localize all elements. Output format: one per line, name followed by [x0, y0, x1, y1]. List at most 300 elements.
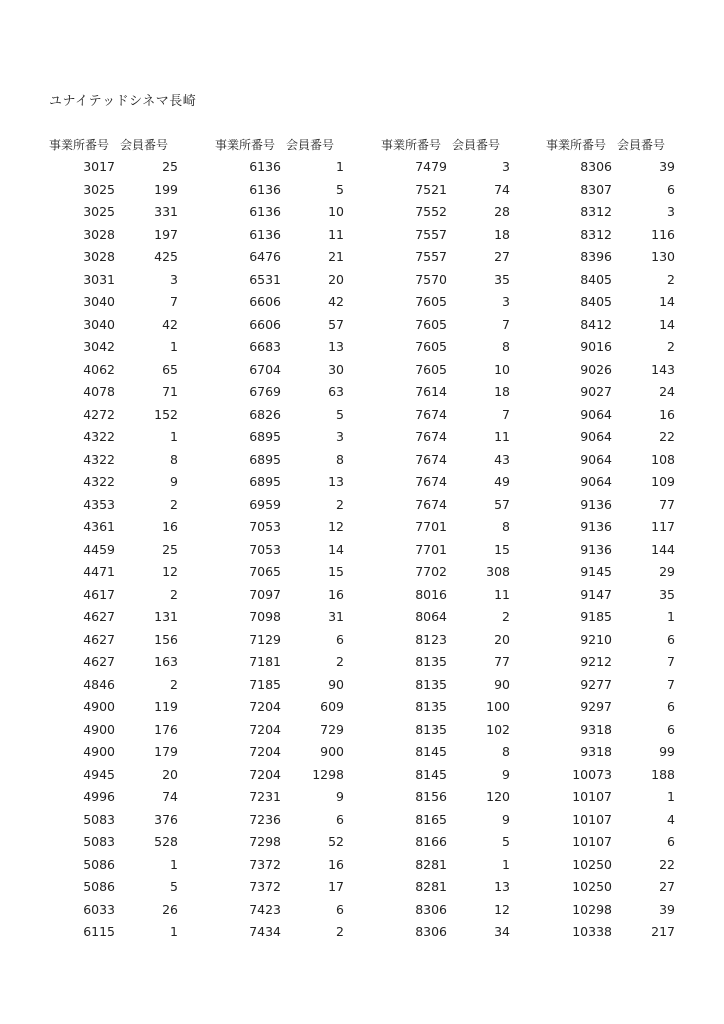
office-number-cell: 8307	[580, 181, 612, 197]
member-number-cell: 20	[328, 271, 344, 287]
table-row	[546, 449, 708, 472]
table-row	[49, 764, 211, 787]
member-number-cell: 109	[651, 474, 675, 489]
table-row	[215, 224, 377, 247]
office-number-cell: 7204	[249, 766, 281, 782]
member-number-cell: 16	[659, 406, 675, 422]
office-number-cell: 7065	[249, 564, 281, 579]
member-number-cell: 7	[170, 294, 178, 309]
table-row	[49, 854, 211, 877]
member-number-cell: 5	[336, 406, 344, 422]
member-number-cell: 74	[162, 789, 178, 804]
office-number-cell: 7298	[249, 834, 281, 849]
office-number-cell: 8306	[415, 924, 447, 939]
table-row	[381, 494, 543, 517]
table-row	[381, 156, 543, 179]
member-number-cell: 28	[494, 204, 510, 219]
table-row	[215, 606, 377, 629]
office-number-cell: 8306	[580, 159, 612, 174]
member-number-cell: 43	[494, 451, 510, 467]
office-number-cell: 8312	[580, 226, 612, 242]
column-group-1	[49, 134, 211, 944]
office-number-cell: 8405	[580, 294, 612, 309]
table-row	[215, 381, 377, 404]
office-number-header: 事業所番号	[546, 138, 607, 152]
table-row	[49, 651, 211, 674]
office-number-cell: 10250	[572, 879, 612, 894]
office-number-cell: 7181	[249, 654, 281, 669]
table-row	[215, 809, 377, 832]
table-row	[215, 584, 377, 607]
table-row	[381, 449, 543, 472]
member-number-cell: 3	[502, 159, 510, 174]
office-number-cell: 4272	[83, 406, 115, 422]
office-number-cell: 4945	[83, 766, 115, 782]
member-number-cell: 27	[494, 249, 510, 264]
member-number-cell: 10	[328, 204, 344, 219]
member-number-cell: 2	[336, 496, 344, 512]
office-number-cell: 9136	[580, 496, 612, 512]
office-number-cell: 9318	[580, 744, 612, 759]
member-number-cell: 18	[494, 226, 510, 242]
table-row	[546, 629, 708, 652]
member-number-cell: 16	[162, 519, 178, 534]
office-number-cell: 8145	[415, 766, 447, 782]
office-number-cell: 8135	[415, 721, 447, 737]
table-row	[215, 786, 377, 809]
table-row	[49, 561, 211, 584]
member-number-cell: 5	[502, 834, 510, 849]
office-number-cell: 4459	[83, 541, 115, 557]
member-number-cell: 90	[328, 676, 344, 692]
table-row	[381, 246, 543, 269]
member-number-cell: 99	[659, 744, 675, 759]
table-row	[546, 359, 708, 382]
member-number-cell: 376	[154, 811, 178, 827]
table-row	[546, 606, 708, 629]
table-row	[215, 876, 377, 899]
member-number-cell: 25	[162, 159, 178, 174]
table-row	[215, 291, 377, 314]
member-number-cell: 17	[328, 879, 344, 894]
member-number-cell: 42	[328, 294, 344, 309]
member-number-cell: 528	[154, 834, 178, 849]
table-row	[49, 696, 211, 719]
office-number-cell: 8281	[415, 856, 447, 872]
member-number-cell: 1	[170, 339, 178, 354]
office-number-cell: 6895	[249, 429, 281, 444]
member-number-cell: 119	[154, 699, 178, 714]
office-number-cell: 8165	[415, 811, 447, 827]
table-row	[215, 156, 377, 179]
member-number-cell: 90	[494, 676, 510, 692]
member-number-cell: 130	[651, 249, 675, 264]
table-row	[215, 741, 377, 764]
member-number-cell: 7	[667, 676, 675, 692]
member-number-cell: 15	[494, 541, 510, 557]
column-header	[546, 134, 708, 156]
office-number-cell: 6136	[249, 181, 281, 197]
office-number-cell: 4846	[83, 676, 115, 692]
table-row	[215, 831, 377, 854]
member-number-cell: 71	[162, 384, 178, 399]
office-number-cell: 10107	[572, 834, 612, 849]
office-number-cell: 7129	[249, 631, 281, 647]
table-row	[215, 269, 377, 292]
office-number-cell: 5086	[83, 856, 115, 872]
table-row	[215, 899, 377, 922]
member-number-cell: 152	[154, 406, 178, 422]
member-number-cell: 25	[162, 541, 178, 557]
table-row	[381, 674, 543, 697]
office-number-cell: 7479	[415, 159, 447, 174]
table-row	[49, 741, 211, 764]
member-number-cell: 14	[328, 541, 344, 557]
table-row	[381, 921, 543, 944]
member-number-cell: 900	[320, 744, 344, 759]
office-number-cell: 7521	[415, 181, 447, 197]
office-number-cell: 7674	[415, 496, 447, 512]
member-number-cell: 6	[667, 721, 675, 737]
office-number-cell: 9064	[580, 451, 612, 467]
member-number-cell: 5	[336, 181, 344, 197]
table-row	[381, 359, 543, 382]
member-number-cell: 11	[494, 429, 510, 444]
member-number-cell: 13	[494, 879, 510, 894]
table-row	[215, 404, 377, 427]
table-row	[215, 449, 377, 472]
office-number-cell: 9212	[580, 654, 612, 669]
member-number-cell: 20	[162, 766, 178, 782]
table-row	[546, 764, 708, 787]
table-row	[381, 696, 543, 719]
column-header	[49, 134, 211, 156]
table-row	[49, 494, 211, 517]
member-number-cell: 1	[336, 159, 344, 174]
office-number-cell: 7605	[415, 316, 447, 332]
member-number-cell: 6	[336, 631, 344, 647]
office-number-cell: 9185	[580, 609, 612, 624]
member-number-cell: 9	[502, 766, 510, 782]
table-row	[546, 426, 708, 449]
member-number-cell: 65	[162, 361, 178, 377]
table-row	[381, 381, 543, 404]
member-number-cell: 144	[651, 541, 675, 557]
member-number-cell: 52	[328, 834, 344, 849]
office-number-cell: 7097	[249, 586, 281, 602]
table-row	[215, 426, 377, 449]
member-number-cell: 2	[336, 924, 344, 939]
member-number-cell: 18	[494, 384, 510, 399]
table-row	[381, 876, 543, 899]
office-number-cell: 7204	[249, 699, 281, 714]
office-number-cell: 4900	[83, 744, 115, 759]
member-number-cell: 6	[667, 834, 675, 849]
member-number-cell: 163	[154, 654, 178, 669]
member-number-cell: 1	[667, 609, 675, 624]
office-number-cell: 7231	[249, 789, 281, 804]
office-number-cell: 7557	[415, 226, 447, 242]
table-row	[546, 741, 708, 764]
member-number-cell: 176	[154, 721, 178, 737]
member-number-cell: 6	[667, 699, 675, 714]
member-number-cell: 7	[502, 316, 510, 332]
table-row	[49, 921, 211, 944]
table-row	[381, 426, 543, 449]
table-row	[49, 201, 211, 224]
member-number-cell: 5	[170, 879, 178, 894]
member-number-cell: 6	[667, 181, 675, 197]
member-number-cell: 9	[336, 789, 344, 804]
member-number-cell: 21	[328, 249, 344, 264]
table-row	[49, 404, 211, 427]
table-row	[546, 404, 708, 427]
office-number-cell: 9136	[580, 541, 612, 557]
office-number-cell: 4900	[83, 699, 115, 714]
office-number-cell: 4617	[83, 586, 115, 602]
table-row	[49, 336, 211, 359]
office-number-cell: 10107	[572, 811, 612, 827]
member-number-cell: 16	[328, 856, 344, 872]
table-row	[546, 854, 708, 877]
member-number-cell: 14	[659, 316, 675, 332]
table-row	[215, 854, 377, 877]
table-row	[49, 584, 211, 607]
office-number-cell: 6033	[83, 901, 115, 917]
office-number-cell: 8312	[580, 204, 612, 219]
table-row	[215, 651, 377, 674]
office-number-cell: 6895	[249, 451, 281, 467]
office-number-cell: 4900	[83, 721, 115, 737]
table-row	[381, 854, 543, 877]
member-number-cell: 16	[328, 586, 344, 602]
member-number-cell: 8	[502, 519, 510, 534]
office-number-cell: 7372	[249, 879, 281, 894]
office-number-cell: 7236	[249, 811, 281, 827]
table-row	[546, 314, 708, 337]
table-row	[546, 336, 708, 359]
office-number-cell: 8145	[415, 744, 447, 759]
office-number-cell: 6136	[249, 204, 281, 219]
table-row	[381, 741, 543, 764]
member-number-cell: 1298	[312, 766, 344, 782]
table-row	[49, 629, 211, 652]
table-row	[381, 719, 543, 742]
table-row	[49, 471, 211, 494]
table-row	[546, 719, 708, 742]
table-row	[381, 584, 543, 607]
table-row	[381, 606, 543, 629]
office-number-cell: 7053	[249, 541, 281, 557]
office-number-cell: 6704	[249, 361, 281, 377]
office-number-cell: 7557	[415, 249, 447, 264]
office-number-cell: 6115	[83, 924, 115, 939]
member-number-cell: 35	[494, 271, 510, 287]
office-number-cell: 7614	[415, 384, 447, 399]
member-number-cell: 7	[502, 406, 510, 422]
table-row	[215, 561, 377, 584]
office-number-cell: 8135	[415, 654, 447, 669]
table-row	[215, 246, 377, 269]
office-number-cell: 7098	[249, 609, 281, 624]
table-row	[546, 516, 708, 539]
office-number-cell: 6606	[249, 316, 281, 332]
office-number-cell: 8405	[580, 271, 612, 287]
member-number-cell: 63	[328, 384, 344, 399]
member-number-header: 会員番号	[617, 138, 666, 152]
office-number-cell: 3028	[83, 249, 115, 264]
office-number-cell: 8016	[415, 586, 447, 602]
table-row	[215, 629, 377, 652]
office-number-cell: 7204	[249, 721, 281, 737]
table-row	[215, 921, 377, 944]
table-row	[49, 539, 211, 562]
member-number-cell: 4	[667, 811, 675, 827]
table-row	[546, 179, 708, 202]
member-number-cell: 7	[667, 654, 675, 669]
member-number-cell: 120	[486, 789, 510, 804]
office-number-cell: 4627	[83, 609, 115, 624]
member-number-cell: 6	[336, 811, 344, 827]
table-row	[215, 539, 377, 562]
member-number-cell: 20	[494, 631, 510, 647]
table-row	[546, 831, 708, 854]
member-number-cell: 425	[154, 249, 178, 264]
office-number-cell: 9147	[580, 586, 612, 602]
document-title: ユナイテッドシネマ長崎	[49, 94, 197, 109]
member-number-cell: 11	[494, 586, 510, 602]
member-number-header: 会員番号	[120, 138, 169, 152]
column-group-2	[215, 134, 377, 944]
member-number-cell: 2	[336, 654, 344, 669]
member-number-cell: 3	[336, 429, 344, 444]
office-number-cell: 5083	[83, 811, 115, 827]
table-row	[49, 831, 211, 854]
office-number-cell: 4322	[83, 429, 115, 444]
member-number-cell: 22	[659, 856, 675, 872]
member-number-cell: 100	[486, 699, 510, 714]
table-row	[49, 786, 211, 809]
office-number-cell: 4627	[83, 631, 115, 647]
member-number-cell: 2	[502, 609, 510, 624]
member-number-cell: 13	[328, 474, 344, 489]
member-number-cell: 39	[659, 159, 675, 174]
table-row	[546, 291, 708, 314]
member-number-cell: 1	[170, 429, 178, 444]
office-number-cell: 6531	[249, 271, 281, 287]
office-number-cell: 9136	[580, 519, 612, 534]
office-number-cell: 3040	[83, 294, 115, 309]
office-number-cell: 7701	[415, 519, 447, 534]
member-number-cell: 143	[651, 361, 675, 377]
table-row	[49, 719, 211, 742]
office-number-cell: 9016	[580, 339, 612, 354]
member-number-cell: 8	[502, 339, 510, 354]
office-number-cell: 3025	[83, 181, 115, 197]
office-number-cell: 7674	[415, 451, 447, 467]
office-number-cell: 4361	[83, 519, 115, 534]
table-row	[381, 831, 543, 854]
column-header	[215, 134, 377, 156]
office-number-cell: 4353	[83, 496, 115, 512]
office-number-cell: 10250	[572, 856, 612, 872]
member-number-cell: 8	[170, 451, 178, 467]
office-number-cell: 5083	[83, 834, 115, 849]
member-number-cell: 11	[328, 226, 344, 242]
member-number-cell: 24	[659, 384, 675, 399]
member-number-cell: 1	[502, 856, 510, 872]
table-row	[49, 156, 211, 179]
office-number-cell: 3042	[83, 339, 115, 354]
table-row	[215, 764, 377, 787]
table-row	[381, 404, 543, 427]
member-number-cell: 156	[154, 631, 178, 647]
member-number-cell: 15	[328, 564, 344, 579]
office-number-cell: 4078	[83, 384, 115, 399]
table-row	[546, 651, 708, 674]
office-number-cell: 3028	[83, 226, 115, 242]
table-row	[49, 381, 211, 404]
member-number-cell: 12	[162, 564, 178, 579]
office-number-cell: 7552	[415, 204, 447, 219]
table-row	[546, 269, 708, 292]
office-number-cell: 4627	[83, 654, 115, 669]
table-row	[381, 201, 543, 224]
table-row	[546, 561, 708, 584]
member-number-cell: 27	[659, 879, 675, 894]
office-number-cell: 7423	[249, 901, 281, 917]
member-number-cell: 188	[651, 766, 675, 782]
member-number-cell: 12	[494, 901, 510, 917]
member-number-cell: 331	[154, 204, 178, 219]
table-row	[546, 201, 708, 224]
member-number-cell: 30	[328, 361, 344, 377]
member-number-cell: 131	[154, 609, 178, 624]
member-number-cell: 3	[502, 294, 510, 309]
office-number-cell: 7372	[249, 856, 281, 872]
member-number-cell: 74	[494, 181, 510, 197]
office-number-header: 事業所番号	[381, 138, 442, 152]
table-row	[49, 224, 211, 247]
table-row	[381, 809, 543, 832]
office-number-cell: 9064	[580, 474, 612, 489]
table-row	[381, 561, 543, 584]
member-number-cell: 197	[154, 226, 178, 242]
table-row	[381, 516, 543, 539]
table-row	[49, 246, 211, 269]
table-row	[215, 471, 377, 494]
table-row	[49, 291, 211, 314]
member-number-cell: 39	[659, 901, 675, 917]
table-row	[215, 674, 377, 697]
table-row	[381, 224, 543, 247]
member-number-cell: 1	[667, 789, 675, 804]
table-row	[381, 314, 543, 337]
table-row	[49, 449, 211, 472]
office-number-cell: 6683	[249, 339, 281, 354]
table-row	[546, 494, 708, 517]
member-number-cell: 14	[659, 294, 675, 309]
table-row	[381, 471, 543, 494]
member-number-cell: 13	[328, 339, 344, 354]
table-row	[49, 899, 211, 922]
member-number-header: 会員番号	[286, 138, 335, 152]
table-row	[546, 156, 708, 179]
office-number-cell: 8064	[415, 609, 447, 624]
office-number-cell: 8281	[415, 879, 447, 894]
office-number-cell: 10073	[572, 766, 612, 782]
office-number-cell: 6826	[249, 406, 281, 422]
